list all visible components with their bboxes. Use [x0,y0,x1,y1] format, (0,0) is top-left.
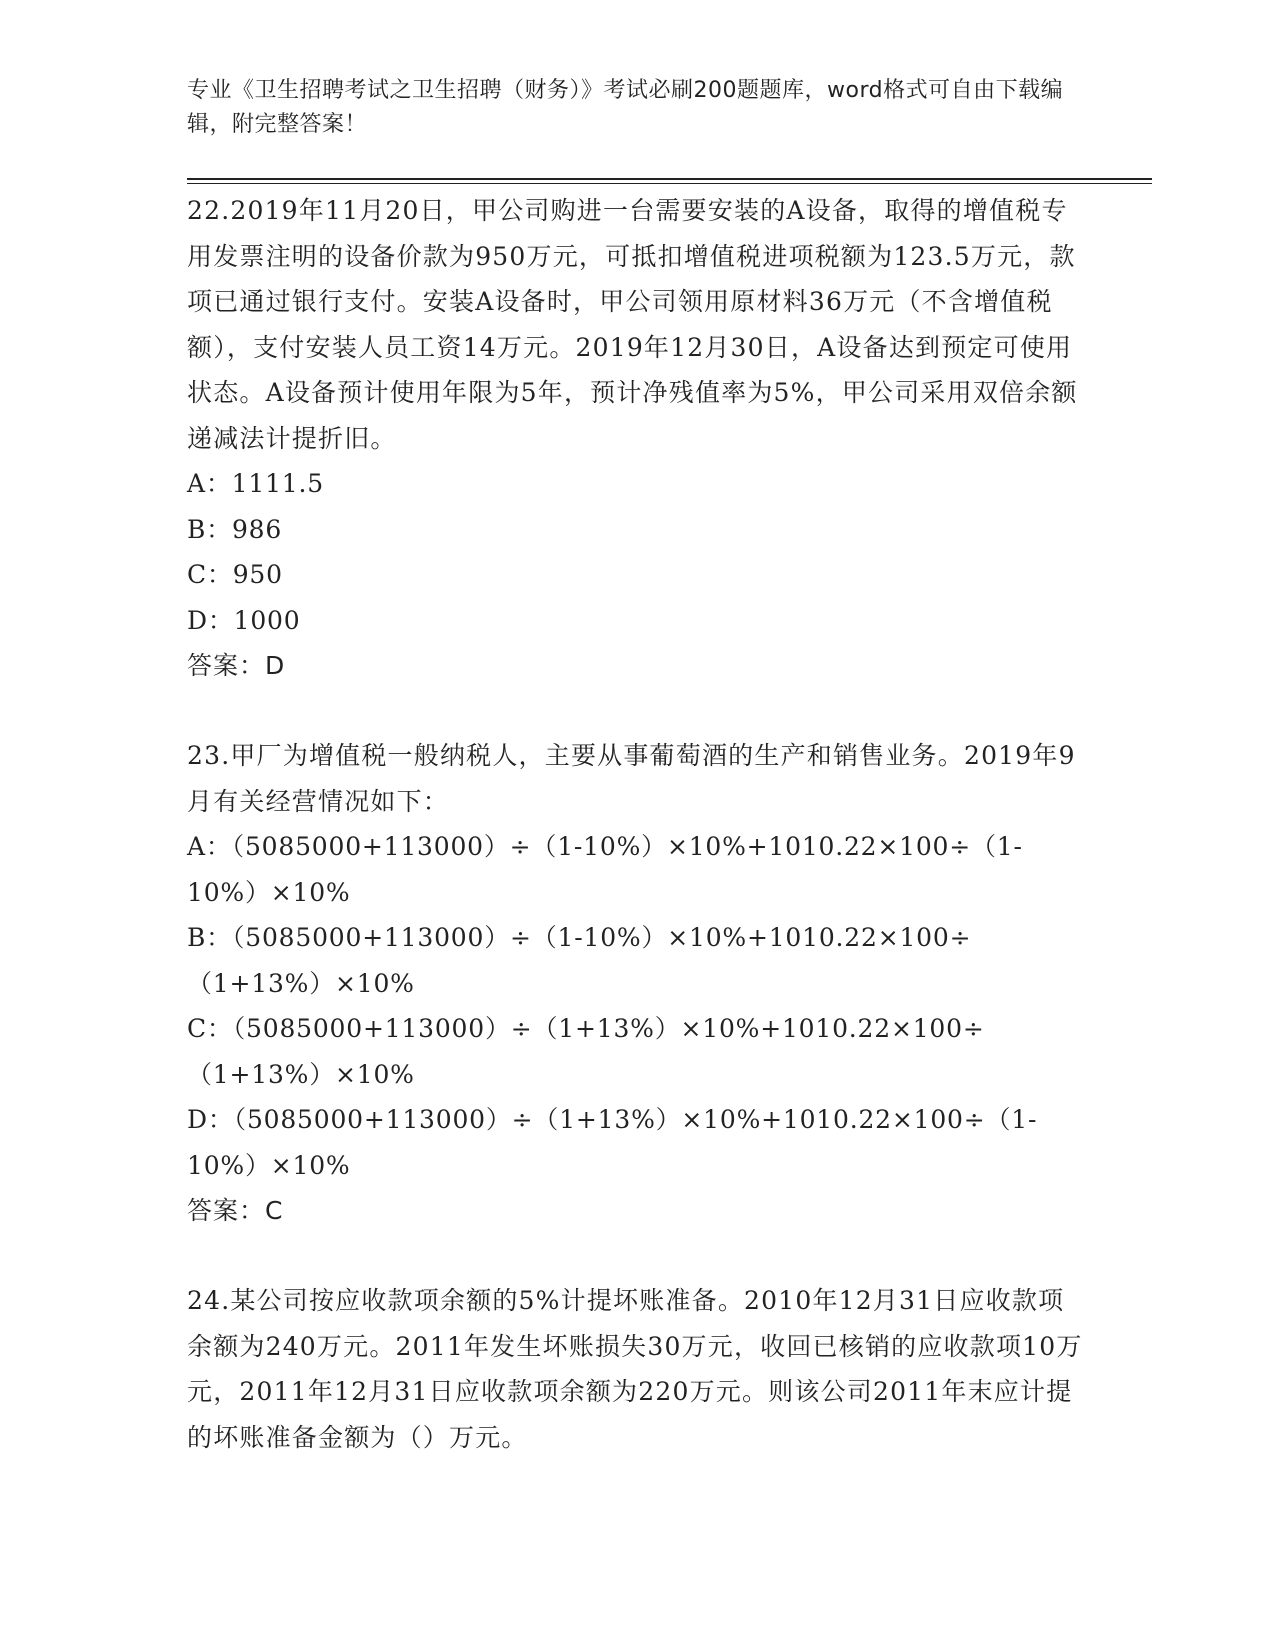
option-d: D：（5085000+113000）÷（1+13%）×10%+1010.22×100÷（1-10%）×10% [187,1105,1038,1180]
document-header-title: 专业《卫生招聘考试之卫生招聘（财务）》考试必刷200题题库，word格式可自由下载编辑，附完整答案！ [187,78,1064,137]
question-spacer [187,688,1087,733]
option-a: A：（5085000+113000）÷（1-10%）×10%+1010.22×100÷（1-10%）×10% [187,832,1023,907]
option-b: B：986 [187,514,283,544]
header-divider-thick [187,178,1152,180]
answer-line: 答案：C [187,1196,284,1225]
question-list [187,188,1087,1460]
question-spacer [187,1233,1087,1278]
question-text: 23.甲厂为增值税一般纳税人，主要从事葡萄酒的生产和销售业务。2019年9月有关经营情况如下： [187,741,1076,816]
answer-line: 答案：D [187,651,286,680]
question-text: 22.2019年11月20日，甲公司购进一台需要安装的A设备，取得的增值税专用发票注明的设备价款为950万元，可抵扣增值税进项税额为123.5万元，款项已通过银行支付。安装A设备时，甲公司领用原材料36万元（不含增值税额），支付安装人员工资14万元。2019年12月30日，A设备达到预定可使用状态。A设备预计使用年限为5年，预计净残值率为5%，甲公司采用双倍余额递减法计提折旧。 [187,196,1078,453]
question-22 [187,188,1087,688]
question-text: 24.某公司按应收款项余额的5%计提坏账准备。2010年12月31日应收款项余额为240万元。2011年发生坏账损失30万元，收回已核销的应收款项10万元，2011年12月31日应收款项余额为220万元。则该公司2011年末应计提的坏账准备金额为（）万元。 [187,1286,1083,1452]
question-24 [187,1278,1087,1460]
question-23 [187,733,1087,1233]
option-b: B：（5085000+113000）÷（1-10%）×10%+1010.22×100÷（1+13%）×10% [187,923,972,998]
option-c: C：（5085000+113000）÷（1+13%）×10%+1010.22×100÷（1+13%）×10% [187,1014,985,1089]
option-a: A：1111.5 [187,469,324,498]
header-divider-thin [187,183,1152,184]
option-d: D：1000 [187,605,301,635]
option-c: C：950 [187,560,283,589]
